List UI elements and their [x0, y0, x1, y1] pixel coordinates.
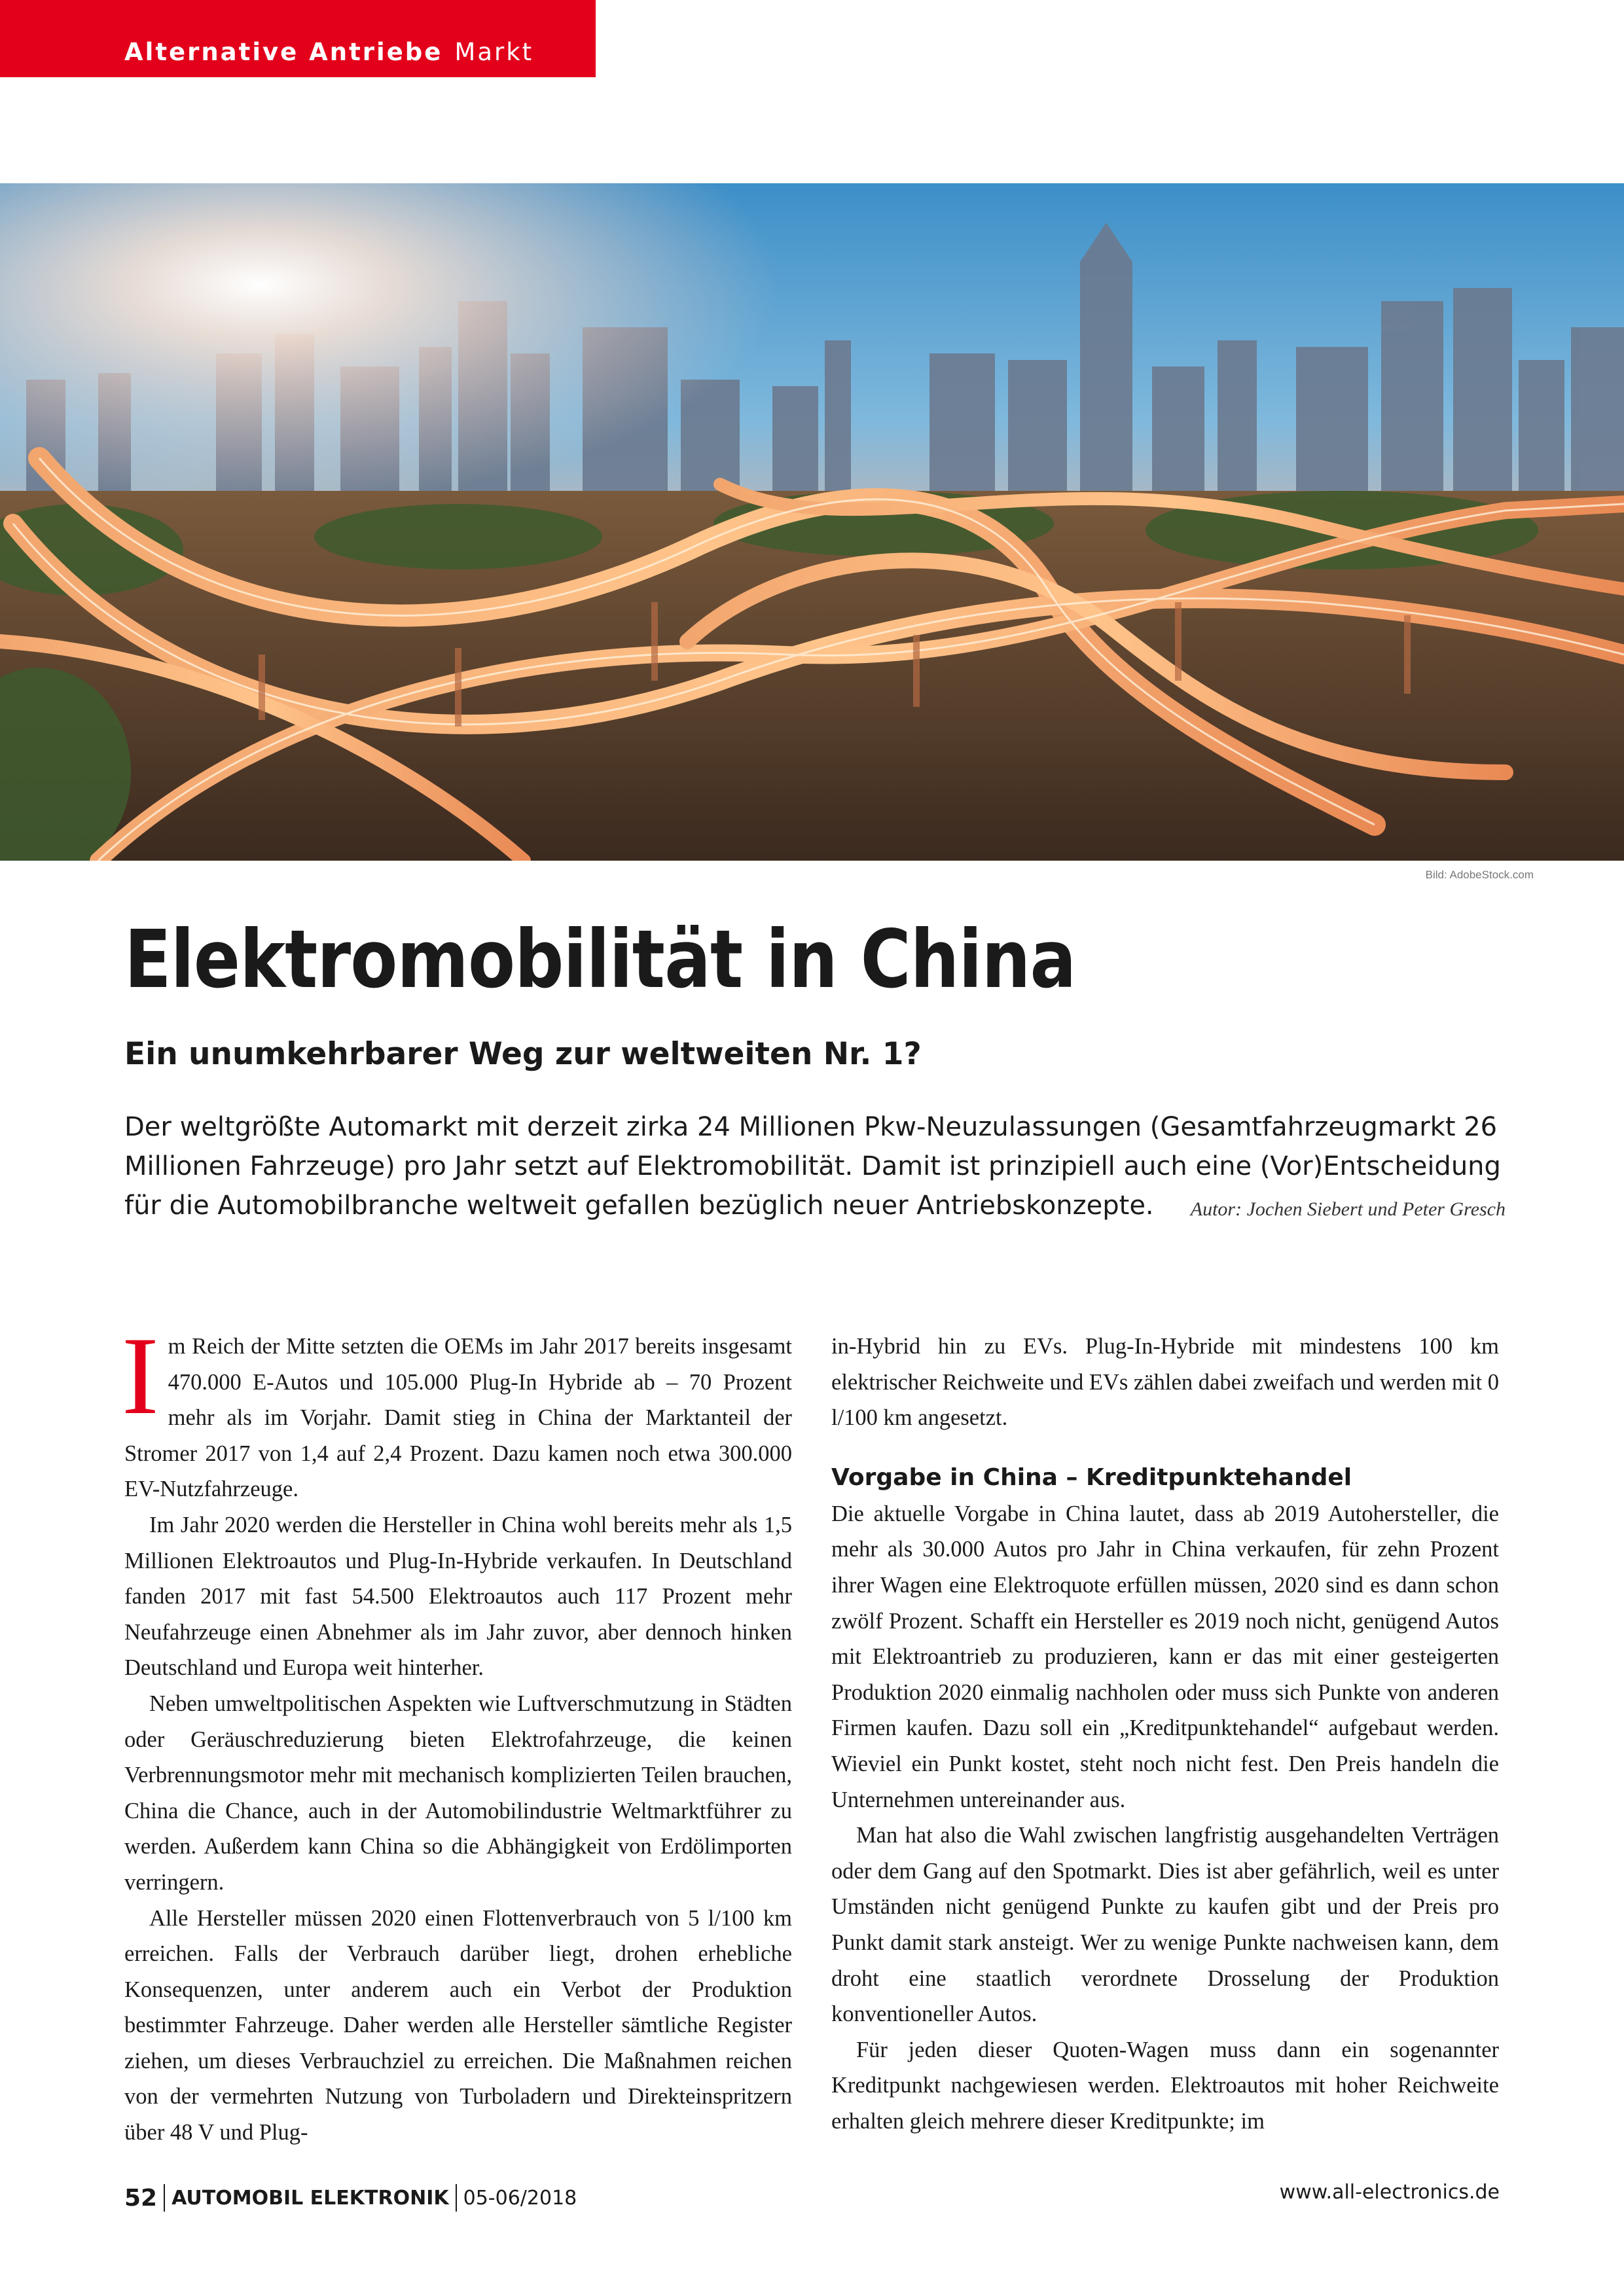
- divider: [456, 2184, 457, 2212]
- paragraph: Neben umweltpolitischen Aspekten wie Luftverschmutzung in Städten oder Geräuschreduzierung bieten Elektrofahrzeuge, die keinen Verbrennungsmotor mehr mit mechanisch komplizierten Teilen brauchen, China die Chance, auch in der Automobilindustrie Weltmarktführer zu werden. Außerdem kann China so die Abhängigkeit von Erdölimporten verringern.: [124, 1691, 792, 1895]
- magazine-name: AUTOMOBIL ELEKTRONIK: [171, 2186, 449, 2210]
- paragraph: Im Reich der Mitte setzten die OEMs im Jahr 2017 bereits insgesamt 470.000 E-Autos und 105.000 Plug-In Hybride ab – 70 Prozent mehr als im Vorjahr. Damit stieg in China der Marktanteil der Stromer 2017 von 1,4 auf 2,4 Prozent. Dazu kamen noch etwa 300.000 EV-Nutzfahrzeuge.: [122, 1314, 792, 1502]
- paragraph: Man hat also die Wahl zwischen langfristig ausgehandelten Verträgen oder dem Gang auf den Spotmarkt. Dies ist aber gefährlich, weil es unter Umständen nicht genügend Punkte zu kaufen gibt und der Preis pro Punkt damit stark ansteigt. Wer zu wenige Punkte nachweisen kann, dem droht eine staatlich verordnete Drosselung der Produktion konventioneller Autos.: [831, 1823, 1499, 2027]
- article-lead: [124, 1107, 1506, 1229]
- section-name: Alternative Antriebe: [124, 38, 443, 66]
- page-number: 52: [124, 2184, 158, 2212]
- paragraph: Für jeden dieser Quoten-Wagen muss dann ein sogenannter Kreditpunkt nachgewiesen werden. Elektroautos mit hoher Reichweite erhalten gleich mehrere dieser Kreditpunkte; im: [831, 2037, 1499, 2134]
- paragraph: in-Hybrid hin zu EVs. Plug-In-Hybride mit mindestens 100 km elektrischer Reichweite und EVs zählen dabei zweifach und werden mit 0 l/100 km angesetzt.: [831, 1334, 1499, 1431]
- article-column-left: [122, 1314, 792, 2151]
- paragraph: Im Jahr 2020 werden die Hersteller in China wohl bereits mehr als 1,5 Millionen Elektroautos und Plug-In-Hybride verkaufen. In Deutschland fanden 2017 mit fast 54.500 Elektroautos auch 117 Prozent mehr Neufahrzeuge einen Abnehmer als im Jahr zuvor, aber dennoch hinken Deutschland und Europa weit hinterher.: [124, 1512, 792, 1681]
- author-line: Autor: Jochen Siebert und Peter Gresch: [1190, 1198, 1506, 1220]
- section-label: [124, 38, 533, 66]
- website-link[interactable]: www.all-electronics.de: [1279, 2181, 1500, 2204]
- section-tab: [0, 0, 596, 77]
- drop-cap: I: [122, 1314, 159, 1437]
- article-column-right: [831, 1329, 1499, 2139]
- image-credit: Bild: AdobeStock.com: [1425, 869, 1534, 881]
- article-subtitle: Ein unumkehrbarer Weg zur weltweiten Nr. 1?: [124, 1036, 922, 1072]
- issue-date: 05-06/2018: [463, 2186, 577, 2210]
- page-footer: [124, 2184, 577, 2212]
- divider: [164, 2184, 165, 2212]
- article-title: Elektromobilität in China: [124, 913, 1076, 1006]
- hero-image: [0, 183, 1624, 861]
- paragraph: Die aktuelle Vorgabe in China lautet, dass ab 2019 Autohersteller, die mehr als 30.000 Autos pro Jahr in China verkaufen, für zehn Prozent ihrer Wagen eine Elektroquote erfüllen müssen, 2020 sind es dann schon zwölf Prozent. Schafft ein Hersteller es 2019 noch nicht, genügend Autos mit Elektroantrieb zu produzieren, kann er das mit einer gesteigerten Produktion 2020 einmalig nachholen oder muss sich Punkte von anderen Firmen kaufen. Dazu soll ein „Kreditpunktehandel“ aufgebaut werden. Wieviel ein Punkt kostet, steht noch nicht fest. Den Preis handeln die Unternehmen untereinander aus.: [831, 1501, 1499, 1812]
- subsection-name: Markt: [454, 38, 534, 66]
- lead-text: Der weltgrößte Automarkt mit derzeit zirka 24 Millionen Pkw-Neuzulassungen (Gesamtfahrzeugmarkt 26 Millionen Fahrzeuge) pro Jahr setzt auf Elektromobilität. Damit ist prinzipiell auch eine (Vor)Entscheidung für die Automobilbranche weltweit gefallen bezüglich neuer Antriebskonzepte.: [124, 1112, 1501, 1221]
- section-heading: Vorgabe in China – Kreditpunktehandel: [831, 1463, 1352, 1491]
- paragraph: Alle Hersteller müssen 2020 einen Flottenverbrauch von 5 l/100 km erreichen. Falls der Verbrauch darüber liegt, drohen erhebliche Konsequenzen, unter anderem auch ein Verbot der Produktion bestimmter Fahrzeuge. Daher werden alle Hersteller sämtliche Register ziehen, um dieses Verbrauchziel zu erreichen. Die Maßnahmen reichen von der vermehrten Nutzung von Turboladern und Direkteinspritzern über 48 V und Plug-: [124, 1905, 792, 2145]
